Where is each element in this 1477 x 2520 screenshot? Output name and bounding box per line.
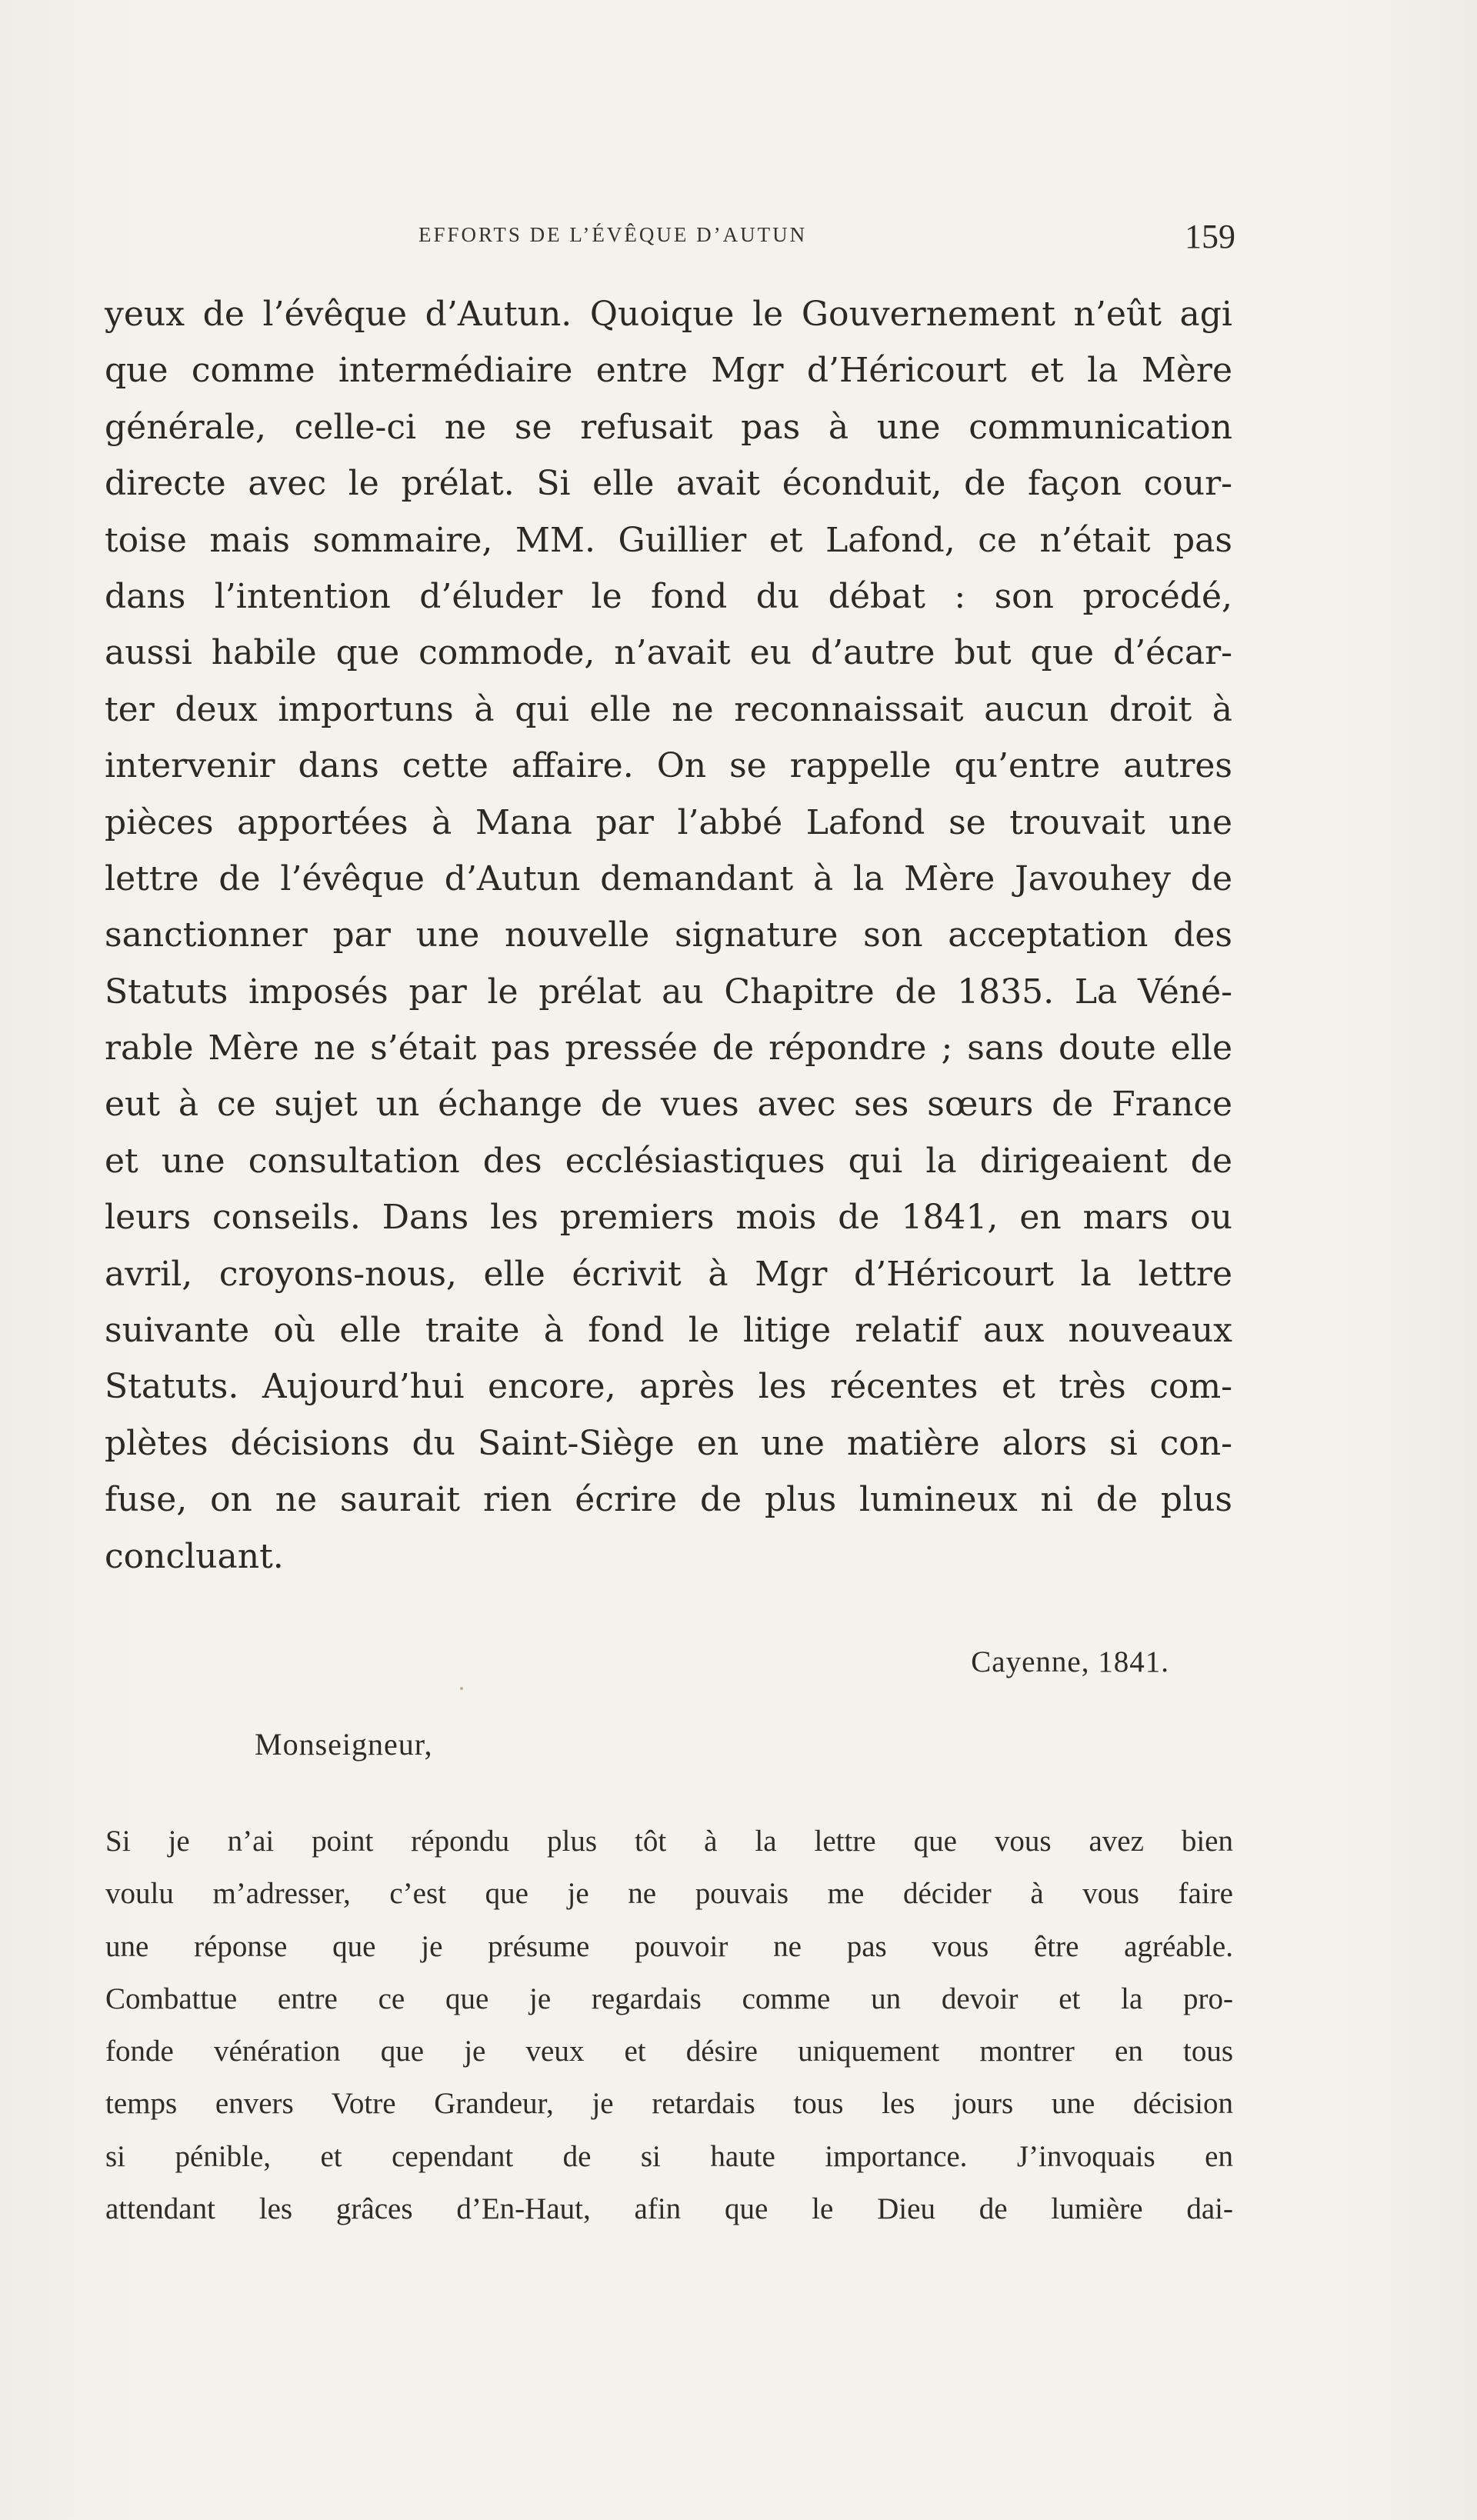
letter-body (105, 1815, 1233, 2235)
text-line: concluant. (105, 1536, 284, 1576)
text-line: fuse, on ne saurait rien écrire de plus lumineux ni de plus (105, 1480, 1232, 1520)
letter-line: voulu m’adresser, c’est que je ne pouvais me décider à vous faire (105, 1877, 1233, 1911)
text-line: Statuts imposés par le prélat au Chapitre de 1835. La Véné- (105, 972, 1232, 1012)
letter-line: attendant les grâces d’En-Haut, afin que le Dieu de lumière dai- (105, 2192, 1233, 2226)
text-line: toise mais sommaire, MM. Guillier et Lafond, ce n’était pas (105, 520, 1232, 560)
text-line: et une consultation des ecclésiastiques qui la dirigeaient de (105, 1141, 1232, 1181)
page-number: 159 (1185, 218, 1235, 255)
text-line: lettre de l’évêque d’Autun demandant à la Mère Javouhey de (105, 858, 1232, 898)
body-paragraph (105, 286, 1232, 1585)
text-line: pièces apportées à Mana par l’abbé Lafond se trouvait une (105, 802, 1232, 842)
text-line: eut à ce sujet un échange de vues avec ses sœurs de France (105, 1085, 1232, 1125)
text-line: directe avec le prélat. Si elle avait éconduit, de façon cour- (105, 464, 1232, 504)
letter-dateline: Cayenne, 1841. (971, 1645, 1169, 1678)
letter-line: temps envers Votre Grandeur, je retardais tous les jours une décision (105, 2087, 1233, 2121)
text-line: aussi habile que commode, n’avait eu d’autre but que d’écar- (105, 633, 1232, 673)
text-line: ter deux importuns à qui elle ne reconnaissait aucun droit à (105, 689, 1232, 729)
letter-line: Si je n’ai point répondu plus tôt à la lettre que vous avez bien (105, 1825, 1233, 1858)
letter-salutation: Monseigneur, (255, 1727, 433, 1762)
text-line: que comme intermédiaire entre Mgr d’Héricourt et la Mère (105, 351, 1232, 391)
text-line: Statuts. Aujourd’hui encore, après les récentes et très com- (105, 1367, 1232, 1407)
text-line: intervenir dans cette affaire. On se rappelle qu’entre autres (105, 746, 1232, 786)
text-line: sanctionner par une nouvelle signature son acceptation des (105, 915, 1232, 955)
page-header (105, 217, 1235, 260)
text-line: plètes décisions du Saint-Siège en une matière alors si con- (105, 1423, 1232, 1463)
text-line: générale, celle-ci ne se refusait pas à une communication (105, 407, 1232, 447)
letter-line: si pénible, et cependant de si haute importance. J’invoquais en (105, 2139, 1233, 2173)
text-line: suivante où elle traite à fond le litige relatif aux nouveaux (105, 1311, 1232, 1351)
text-line: avril, croyons-nous, elle écrivit à Mgr d’Héricourt la lettre (105, 1254, 1232, 1294)
letter-line: Combattue entre ce que je regardais comme un devoir et la pro- (105, 1982, 1233, 2015)
letter-line: fonde vénération que je veux et désire uniquement montrer en tous (105, 2035, 1233, 2068)
paper-speck (460, 1687, 463, 1690)
running-title: EFFORTS DE L’ÉVÊQUE D’AUTUN (418, 223, 808, 246)
text-line: yeux de l’évêque d’Autun. Quoique le Gouvernement n’eût agi (105, 295, 1232, 334)
text-line: dans l’intention d’éluder le fond du débat : son procédé, (105, 576, 1232, 616)
text-line: rable Mère ne s’était pas pressée de répondre ; sans doute elle (105, 1028, 1232, 1068)
letter-line: une réponse que je présume pouvoir ne pas vous être agréable. (105, 1929, 1233, 1963)
text-line: leurs conseils. Dans les premiers mois de 1841, en mars ou (105, 1198, 1232, 1238)
